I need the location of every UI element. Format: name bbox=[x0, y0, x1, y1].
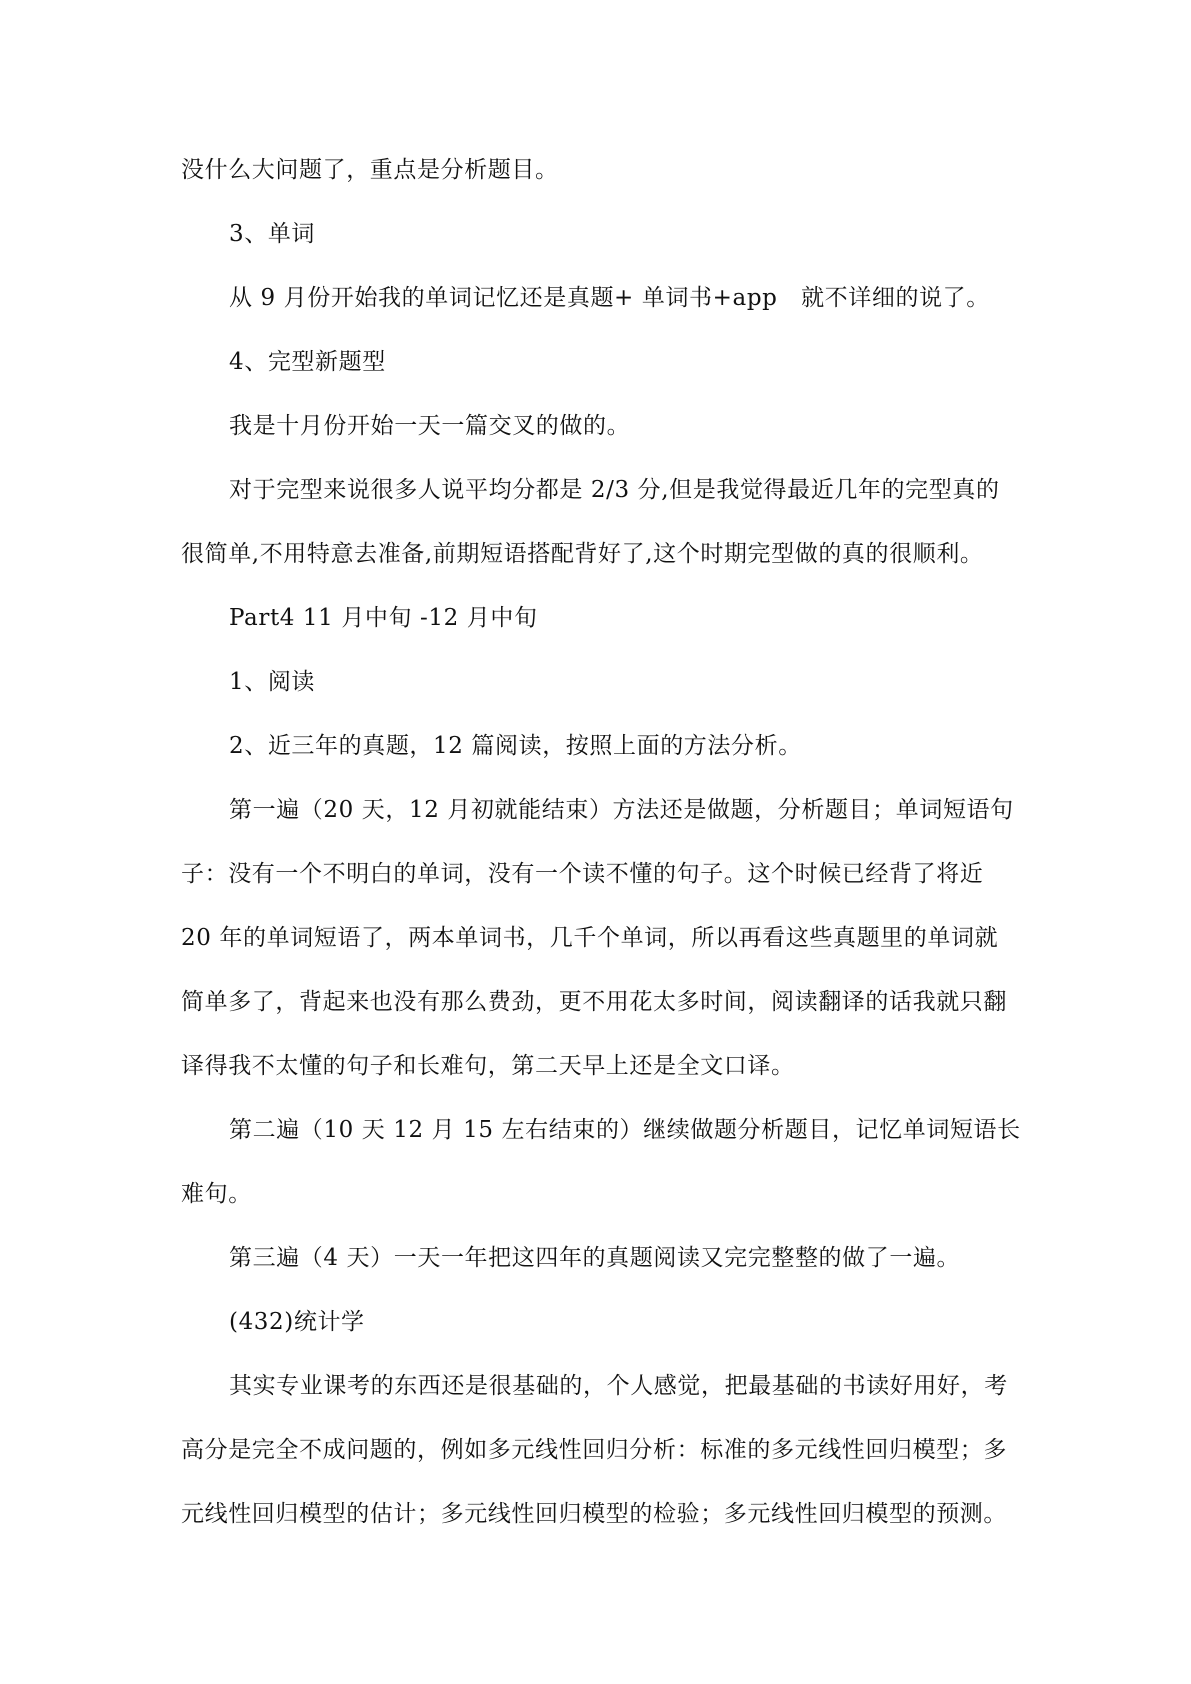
text-line: 没什么大问题了，重点是分析题目。 bbox=[181, 157, 559, 183]
text-line: 难句。 bbox=[181, 1181, 252, 1207]
section-heading: 3、单词 bbox=[229, 221, 316, 247]
text-line: 第一遍（20 天，12 月初就能结束）方法还是做题，分析题目；单词短语句 bbox=[229, 797, 1014, 823]
text-line: 子：没有一个不明白的单词，没有一个读不懂的句子。这个时候已经背了将近 bbox=[181, 861, 984, 887]
text-line: 从 9 月份开始我的单词记忆还是真题+ 单词书+app 就不详细的说了。 bbox=[229, 285, 990, 311]
section-heading: Part4 11 月中旬 -12 月中旬 bbox=[229, 605, 538, 631]
text-line: 元线性回归模型的估计；多元线性回归模型的检验；多元线性回归模型的预测。 bbox=[181, 1501, 1007, 1527]
text-line: 20 年的单词短语了，两本单词书，几千个单词，所以再看这些真题里的单词就 bbox=[181, 925, 999, 951]
section-heading: 1、阅读 bbox=[229, 669, 316, 695]
text-line: 很简单,不用特意去准备,前期短语搭配背好了,这个时期完型做的真的很顺利。 bbox=[181, 541, 984, 567]
text-line: 第二遍（10 天 12 月 15 左右结束的）继续做题分析题目，记忆单词短语长 bbox=[229, 1117, 1021, 1143]
text-line: 简单多了，背起来也没有那么费劲，更不用花太多时间，阅读翻译的话我就只翻 bbox=[181, 989, 1007, 1015]
section-heading: (432)统计学 bbox=[229, 1309, 365, 1335]
section-heading: 4、完型新题型 bbox=[229, 349, 386, 375]
text-line: 2、近三年的真题，12 篇阅读，按照上面的方法分析。 bbox=[229, 733, 802, 759]
text-line: 高分是完全不成问题的，例如多元线性回归分析：标准的多元线性回归模型；多 bbox=[181, 1437, 1007, 1463]
text-line: 对于完型来说很多人说平均分都是 2/3 分,但是我觉得最近几年的完型真的 bbox=[229, 477, 1000, 503]
text-line: 我是十月份开始一天一篇交叉的做的。 bbox=[229, 413, 631, 439]
text-line: 第三遍（4 天）一天一年把这四年的真题阅读又完完整整的做了一遍。 bbox=[229, 1245, 961, 1271]
text-line: 其实专业课考的东西还是很基础的，个人感觉，把最基础的书读好用好，考 bbox=[229, 1373, 1008, 1399]
text-line: 译得我不太懂的句子和长难句，第二天早上还是全文口译。 bbox=[181, 1053, 795, 1079]
